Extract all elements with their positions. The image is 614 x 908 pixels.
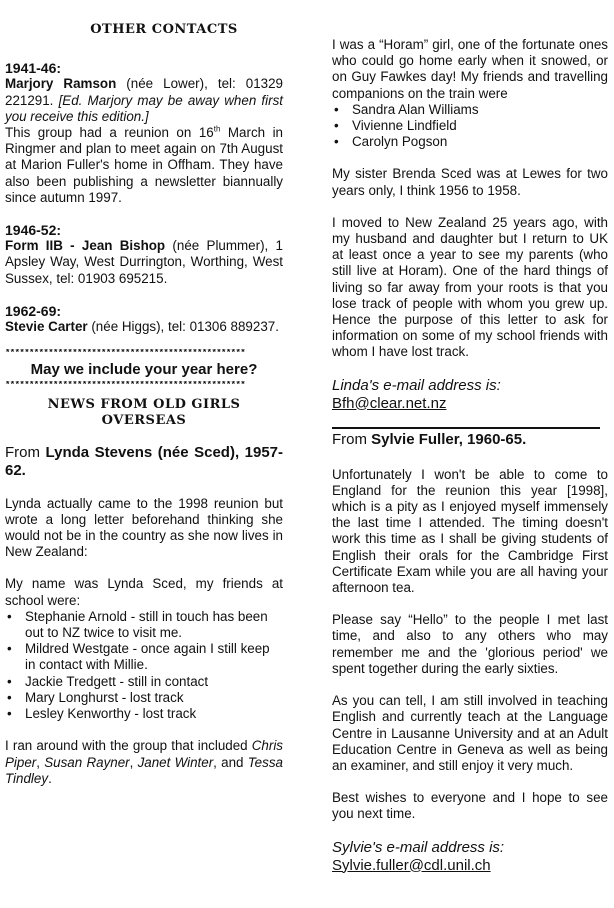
year-heading: 1946-52: <box>5 222 62 239</box>
contact-name: Form IIB - Jean Bishop <box>5 238 166 254</box>
friends-intro: My name was Lynda Sced, my friends at school were: <box>5 576 283 608</box>
contact-entry: Marjory Ramson (née Lower), tel: 01329 221291. [Ed. Marjory may be away when first you receive this edition.] <box>5 76 283 124</box>
sylvie-paragraph: Unfortunately I won't be able to come to England for the reunion this year [1998], which is a pity as I enjoyed myself immensely the last time I attended. The timing doesn't work this time as I shall be giving students of English their orals for the Cambridge First Certificate Exam while you are all having your afternoon tea. <box>332 466 608 596</box>
contact-entry: Stevie Carter (née Higgs), tel: 01306 889237. <box>5 319 279 335</box>
sylvie-paragraph: Best wishes to everyone and I hope to see you next time. <box>332 790 608 822</box>
linda-email-link[interactable]: Bfh@clear.net.nz <box>332 394 447 412</box>
lynda-intro: Lynda actually came to the 1998 reunion but wrote a long letter beforehand thinking she would not be in the country as she now lives in New Zealand: <box>5 495 283 560</box>
list-item: • Carolyn Pogson <box>332 134 608 150</box>
contact-name: Marjory Ramson <box>5 76 117 92</box>
list-item: • Mildred Westgate - once again I still keep in contact with Millie. <box>5 641 283 673</box>
linda-email-label: Linda's e-mail address is: <box>332 376 501 394</box>
sylvie-paragraph: As you can tell, I am still involved in teaching English and currently teach at the Language Centre in Lausanne University and at an Adult Education Centre in Geneva as well as being an examiner, and still enjoy it very much. <box>332 693 608 773</box>
editor-note: [Ed. Marjory may be away when first you receive this edition.] <box>5 92 283 124</box>
year-heading: 1962-69: <box>5 302 62 319</box>
friends-list <box>5 609 283 722</box>
list-item: • Stephanie Arnold - still in touch has been out to NZ twice to visit me. <box>5 609 283 641</box>
sister-paragraph: My sister Brenda Sced was at Lewes for two years only, I think 1956 to 1958. <box>332 166 608 198</box>
group-paragraph: I ran around with the group that included Chris Piper, Susan Rayner, Janet Winter, and Tessa Tindley. <box>5 738 283 786</box>
star-divider: ************************************************** <box>5 381 246 390</box>
sylvie-byline: From Sylvie Fuller, 1960-65. <box>332 430 527 448</box>
sylvie-paragraph: Please say “Hello” to the people I met last time, and also to any others who may remember me and the 'glorious period' we spent together during the early sixties. <box>332 612 608 676</box>
horam-paragraph: I was a “Horam” girl, one of the fortunate ones who could go home early when it snowed, or on Guy Fawkes day! My friends and travelling companions on the train were <box>332 37 608 101</box>
list-item: • Vivienne Lindfield <box>332 118 608 134</box>
moved-paragraph: I moved to New Zealand 25 years ago, with my husband and daughter but I return to UK at least once a year to see my parents (who still live at Horam). One of the hard things of living so far away from your roots is that you lose track of people with whom you grew up. Hence the purpose of this letter to ask for information on some of my school friends with whom I have lost track. <box>332 214 608 360</box>
invite-text: May we include your year here? <box>30 361 258 379</box>
list-item: • Jackie Tredgett - still in contact <box>5 674 283 690</box>
reunion-paragraph: This group had a reunion on 16th March in Ringmer and plan to meet again on 7th August at Marion Fuller's home in Offham. They have also been publishing a newsletter biannually since autumn 1997. <box>5 124 283 205</box>
lynda-byline: From Lynda Stevens (née Sced), 1957-62. <box>5 443 283 479</box>
list-item: • Lesley Kenworthy - lost track <box>5 706 283 722</box>
train-friends-list <box>332 102 608 151</box>
sylvie-email-link[interactable]: Sylvie.fuller@cdl.unil.ch <box>332 856 491 874</box>
other-contacts-heading: OTHER CONTACTS <box>90 22 238 37</box>
sylvie-email-label: Sylvie's e-mail address is: <box>332 838 505 856</box>
right-column <box>332 0 608 875</box>
list-item: • Mary Longhurst - lost track <box>5 690 283 706</box>
contact-name: Stevie Carter <box>5 319 88 335</box>
left-column <box>5 0 283 787</box>
year-heading: 1941-46: <box>5 60 62 77</box>
overseas-heading: NEWS FROM OLD GIRLS OVERSEAS <box>47 397 241 429</box>
section-divider <box>332 427 600 429</box>
star-divider: ************************************************** <box>5 349 246 358</box>
list-item: • Sandra Alan Williams <box>332 102 608 118</box>
contact-entry: Form IIB - Jean Bishop (née Plummer), 1 Apsley Way, West Durrington, Worthing, West Sussex, tel: 01903 695215. <box>5 238 283 286</box>
